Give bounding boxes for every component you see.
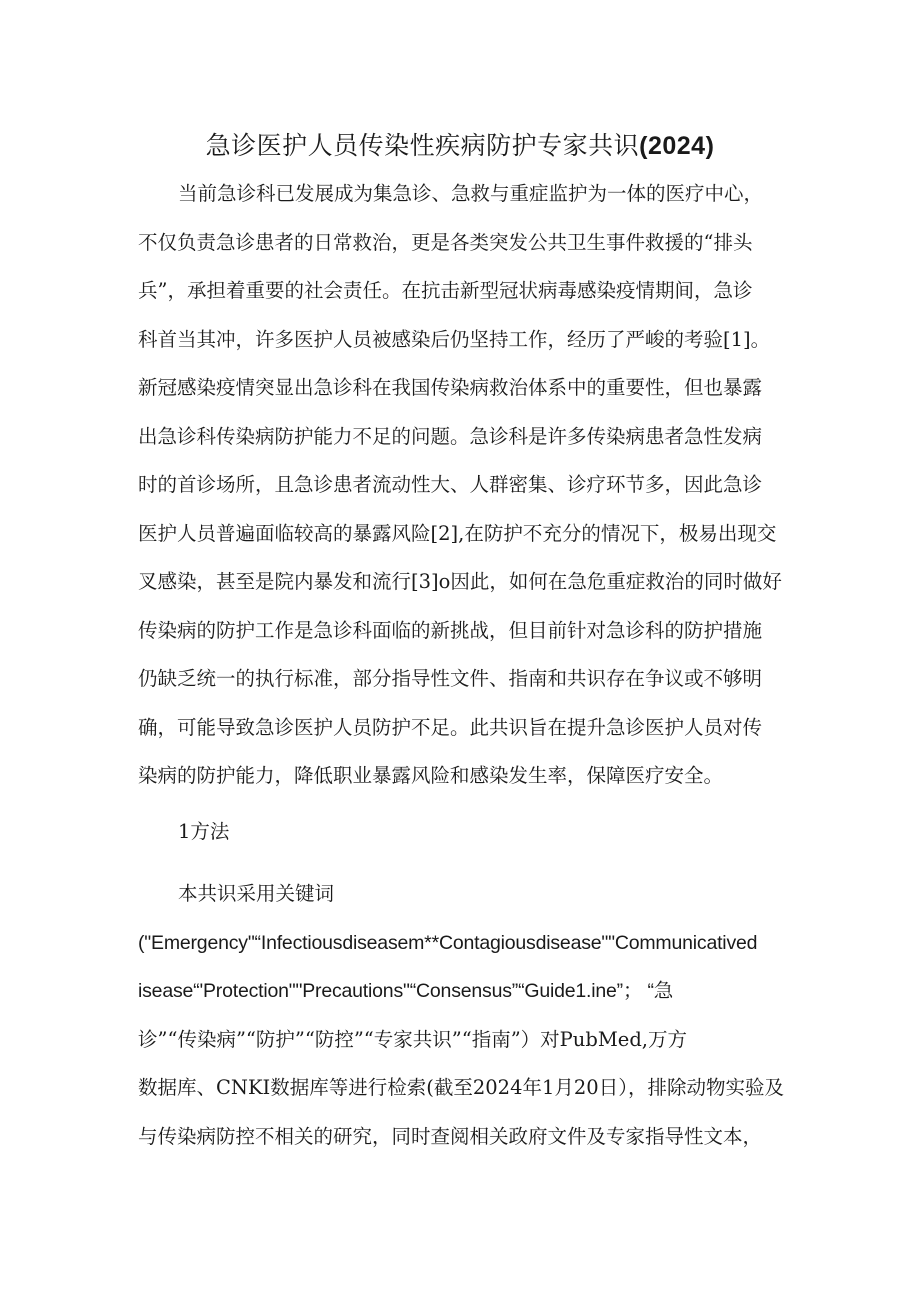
paragraph-line: 科首当其冲，许多医护人员被感染后仍坚持工作，经历了严峻的考验[1]。 — [138, 327, 771, 351]
intro-paragraph — [138, 170, 788, 801]
title-text: 急诊医护人员传染性疾病防护专家共识 — [205, 131, 640, 160]
paragraph-line: 本共识采用关键词 — [178, 882, 335, 905]
paragraph-line: 出急诊科传染病防护能力不足的问题。急诊科是许多传染病患者急性发病 — [138, 424, 763, 448]
paragraph-line: 不仅负责急诊患者的日常救治，更是各类突发公共卫生事件救援的“排头 — [138, 230, 753, 254]
paragraph-line: 新冠感染疫情突显出急诊科在我国传染病救治体系中的重要性，但也暴露 — [138, 376, 763, 399]
paragraph-line: 叉感染，甚至是院内暴发和流行[3]o因此，如何在急危重症救治的同时做好 — [138, 570, 782, 593]
paragraph-line: 时的首诊场所，且急诊患者流动性大、人群密集、诊疗环节多，因此急诊 — [138, 473, 763, 496]
paragraph-line: 医护人员普遍面临较高的暴露风险[2],在防护不充分的情况下，极易出现交 — [138, 521, 777, 545]
paragraph-line: ("Emergency"“Infectiousdiseasem**Contagiousdisease""Communicatived — [138, 931, 758, 954]
section-heading-methods: 1方法 — [178, 820, 230, 843]
paragraph-line: 兵”，承担着重要的社会责任。在抗击新型冠状病毒感染疫情期间，急诊 — [138, 279, 753, 302]
document-title — [0, 126, 920, 166]
paragraph-line: 数据库、CNKI数据库等进行检索(截至2024年1月20日），排除动物实验及 — [138, 1076, 784, 1099]
paragraph-line: 染病的防护能力，降低职业暴露风险和感染发生率，保障医疗安全。 — [138, 764, 724, 787]
paragraph-line: 与传染病防控不相关的研究，同时查阅相关政府文件及专家指导性文本， — [138, 1124, 763, 1148]
title-year: (2024) — [639, 132, 715, 160]
paragraph-line: 当前急诊科已发展成为集急诊、急救与重症监护为一体的医疗中心， — [178, 182, 764, 205]
paragraph-line: 诊”“传染病”“防护”“防控”“专家共识”“指南”）对PubMed,万方 — [138, 1027, 688, 1051]
paragraph-line: isease“'Protection""Precautions"“Consensus”“Guide1.ine”； “急 — [138, 980, 674, 1002]
paragraph-line: 仍缺乏统一的执行标准，部分指导性文件、指南和共识存在争议或不够明 — [138, 667, 763, 690]
methods-paragraph — [138, 870, 788, 1161]
paragraph-line: 确，可能导致急诊医护人员防护不足。此共识旨在提升急诊医护人员对传 — [138, 715, 763, 739]
paragraph-line: 传染病的防护工作是急诊科面临的新挑战，但目前针对急诊科的防护措施 — [138, 618, 763, 642]
